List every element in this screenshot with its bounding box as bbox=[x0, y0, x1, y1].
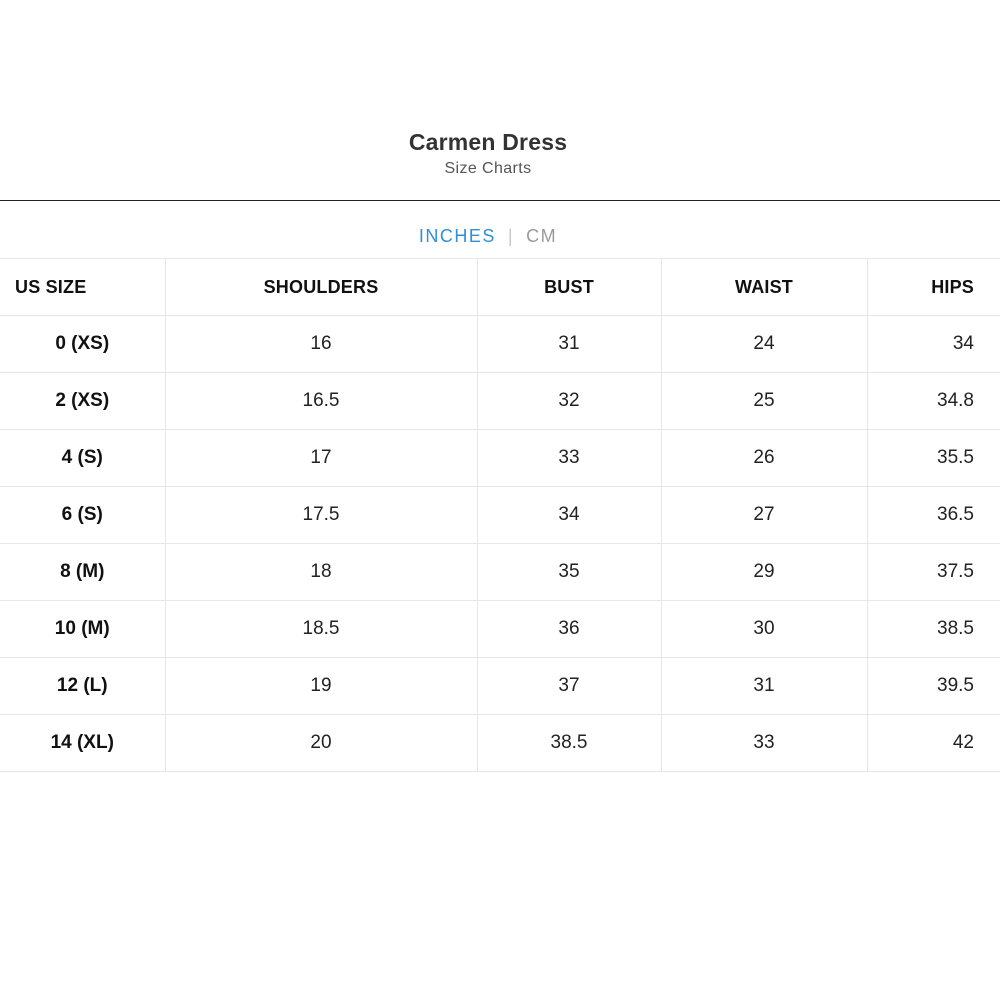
header-divider bbox=[0, 200, 1000, 201]
size-cell: 12 (L) bbox=[0, 658, 165, 715]
column-header-waist: WAIST bbox=[661, 259, 867, 316]
hips-cell: 35.5 bbox=[867, 430, 1000, 487]
column-header-bust: BUST bbox=[477, 259, 661, 316]
chart-header bbox=[0, 128, 976, 180]
bust-cell: 33 bbox=[477, 430, 661, 487]
hips-cell: 38.5 bbox=[867, 601, 1000, 658]
table-row bbox=[0, 544, 1000, 601]
shoulders-cell: 19 bbox=[165, 658, 477, 715]
shoulders-cell: 17.5 bbox=[165, 487, 477, 544]
bust-cell: 35 bbox=[477, 544, 661, 601]
waist-cell: 33 bbox=[661, 715, 867, 772]
unit-toggle bbox=[0, 224, 976, 248]
waist-cell: 24 bbox=[661, 316, 867, 373]
hips-cell: 34.8 bbox=[867, 373, 1000, 430]
column-header-us-size: US SIZE bbox=[0, 259, 165, 316]
table-header-row bbox=[0, 259, 1000, 316]
unit-cm-tab[interactable]: CM bbox=[526, 226, 558, 246]
waist-cell: 29 bbox=[661, 544, 867, 601]
size-cell: 0 (XS) bbox=[0, 316, 165, 373]
bust-cell: 31 bbox=[477, 316, 661, 373]
shoulders-cell: 20 bbox=[165, 715, 477, 772]
shoulders-cell: 18 bbox=[165, 544, 477, 601]
size-cell: 6 (S) bbox=[0, 487, 165, 544]
page-subtitle: Size Charts bbox=[444, 160, 532, 177]
size-cell: 2 (XS) bbox=[0, 373, 165, 430]
size-cell: 4 (S) bbox=[0, 430, 165, 487]
bust-cell: 34 bbox=[477, 487, 661, 544]
waist-cell: 27 bbox=[661, 487, 867, 544]
hips-cell: 37.5 bbox=[867, 544, 1000, 601]
shoulders-cell: 16.5 bbox=[165, 373, 477, 430]
waist-cell: 25 bbox=[661, 373, 867, 430]
table-row bbox=[0, 373, 1000, 430]
column-header-shoulders: SHOULDERS bbox=[165, 259, 477, 316]
hips-cell: 39.5 bbox=[867, 658, 1000, 715]
size-cell: 14 (XL) bbox=[0, 715, 165, 772]
bust-cell: 36 bbox=[477, 601, 661, 658]
column-header-hips: HIPS bbox=[867, 259, 1000, 316]
table-row bbox=[0, 487, 1000, 544]
bust-cell: 32 bbox=[477, 373, 661, 430]
waist-cell: 26 bbox=[661, 430, 867, 487]
table-row bbox=[0, 601, 1000, 658]
table-row bbox=[0, 316, 1000, 373]
hips-cell: 34 bbox=[867, 316, 1000, 373]
unit-inches-tab[interactable]: INCHES bbox=[418, 226, 496, 246]
shoulders-cell: 16 bbox=[165, 316, 477, 373]
shoulders-cell: 18.5 bbox=[165, 601, 477, 658]
size-table bbox=[0, 258, 1000, 772]
shoulders-cell: 17 bbox=[165, 430, 477, 487]
unit-separator: | bbox=[507, 226, 515, 246]
hips-cell: 42 bbox=[867, 715, 1000, 772]
table-row bbox=[0, 715, 1000, 772]
size-cell: 10 (M) bbox=[0, 601, 165, 658]
table-row bbox=[0, 430, 1000, 487]
waist-cell: 30 bbox=[661, 601, 867, 658]
table-row bbox=[0, 658, 1000, 715]
hips-cell: 36.5 bbox=[867, 487, 1000, 544]
bust-cell: 38.5 bbox=[477, 715, 661, 772]
bust-cell: 37 bbox=[477, 658, 661, 715]
waist-cell: 31 bbox=[661, 658, 867, 715]
page-title: Carmen Dress bbox=[408, 129, 568, 155]
size-cell: 8 (M) bbox=[0, 544, 165, 601]
